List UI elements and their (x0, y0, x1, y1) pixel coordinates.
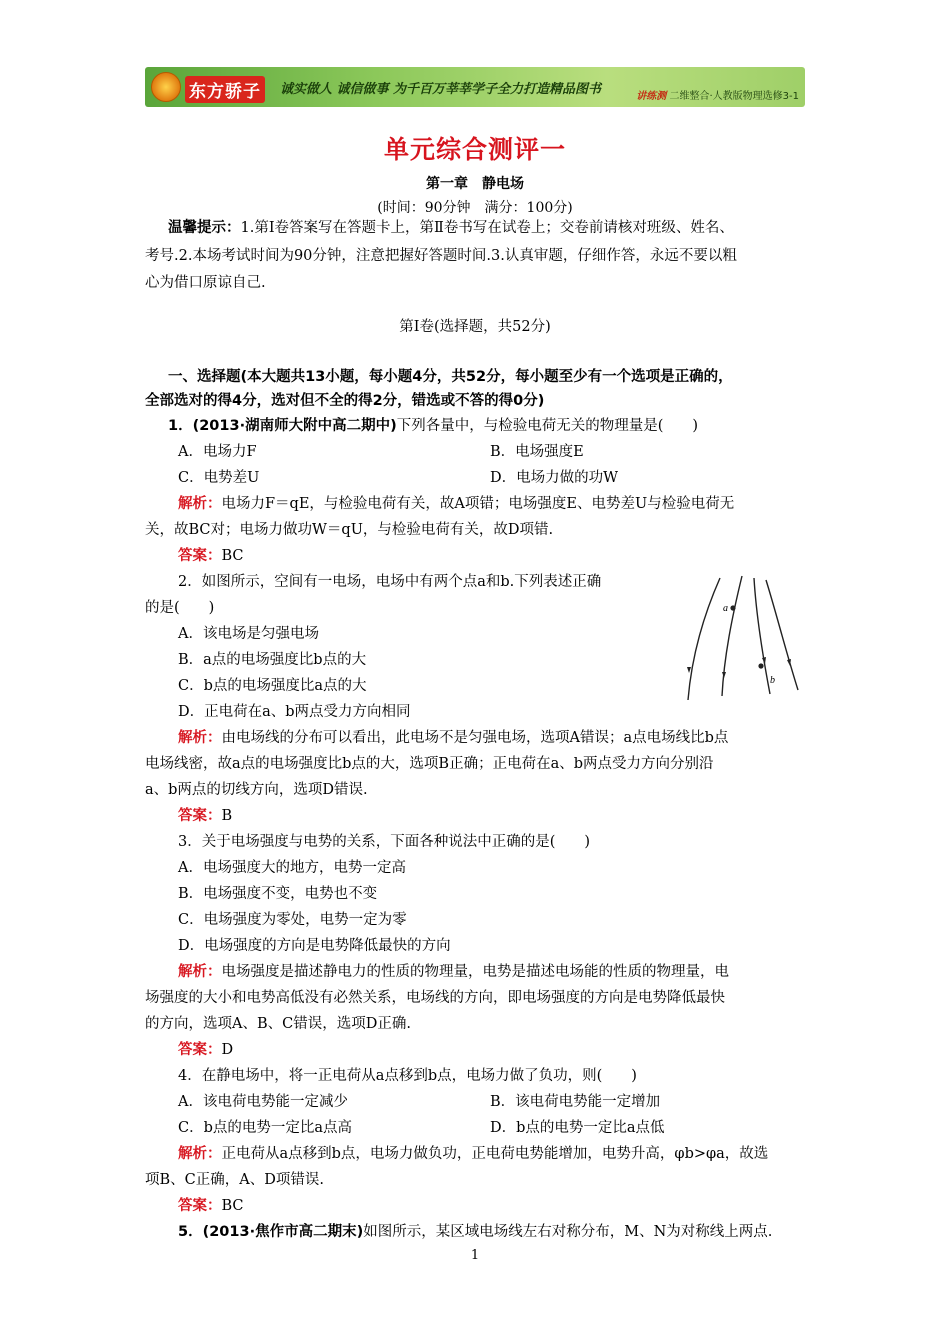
q3-option-a: A．电场强度大的地方，电势一定高 (178, 860, 406, 876)
arrow-2 (722, 672, 726, 678)
section-heading-2: 全部选对的得4分，选对但不全的得2分，错选或不答的得0分) (145, 393, 545, 409)
part-heading: 第Ⅰ卷(选择题，共52分) (399, 319, 551, 335)
q1-analysis-1: 解析：电场力F＝qE，与检验电荷有关，故A项错；电场强度E、电势差U与检验电荷无 (178, 496, 735, 512)
q1-answer: 答案：BC (178, 548, 244, 564)
q3-option-d: D．电场强度的方向是电势降低最快的方向 (178, 938, 451, 954)
q4-option-c: C．b点的电势一定比a点高 (178, 1120, 353, 1136)
q2-analysis-1: 解析：由电场线的分布可以看出，此电场不是匀强电场，选项A错误；a点电场线比b点 (178, 730, 729, 746)
header-banner (145, 67, 805, 107)
q1-option-c: C．电势差U (178, 470, 260, 486)
q5-stem: 5．(2013·焦作市高二期末)如图所示，某区域电场线左右对称分布，M、N为对称线上两点. (178, 1224, 773, 1240)
q4-analysis-1: 解析：正电荷从a点移到b点，电场力做负功，正电荷电势能增加，电势升高，φb>φa，故选 (178, 1146, 769, 1162)
q1-option-b: B．电场强度E (490, 444, 584, 460)
point-a-label: a (723, 603, 728, 614)
point-b-label: b (770, 675, 775, 686)
banner-series: 讲练测 二维整合·人教版物理选修3-1 (636, 91, 799, 102)
page-title: 单元综合测评一 (383, 135, 566, 164)
publisher-logo: 东方骄子 (185, 76, 265, 103)
q2-analysis-3: a、b两点的切线方向，选项D错误. (145, 782, 368, 798)
tips-line-1: 温馨提示：1.第Ⅰ卷答案写在答题卡上，第Ⅱ卷书写在试卷上；交卷前请核对班级、姓名、 (168, 220, 734, 236)
point-a (730, 605, 735, 610)
q4-analysis-2: 项B、C正确，A、D项错误. (145, 1172, 324, 1188)
point-b (758, 663, 763, 668)
q1-option-d: D．电场力做的功W (490, 470, 619, 486)
q4-option-b: B．该电荷电势能一定增加 (490, 1094, 661, 1110)
q4-option-d: D．b点的电势一定比a点低 (490, 1120, 665, 1136)
q1-option-a: A．电场力F (178, 444, 257, 460)
q2-option-d: D．正电荷在a、b两点受力方向相同 (178, 704, 411, 720)
page-number: 1 (470, 1248, 480, 1263)
field-line-3 (754, 578, 770, 694)
exam-meta: (时间：90分钟 满分：100分) (377, 200, 573, 216)
banner-slogan: 诚实做人 诚信做事 为千百万莘莘学子全力打造精品图书 (280, 82, 602, 97)
q3-answer: 答案：D (178, 1042, 234, 1058)
field-line-4 (766, 580, 798, 690)
q2-answer: 答案：B (178, 808, 233, 824)
q3-analysis-1: 解析：电场强度是描述静电力的性质的物理量，电势是描述电场能的性质的物理量，电 (178, 964, 729, 980)
q3-stem: 3．关于电场强度与电势的关系，下面各种说法中正确的是( ) (178, 834, 591, 850)
tips-line-2: 考号.2.本场考试时间为90分钟，注意把握好答题时间.3.认真审题，仔细作答，永远不要以粗 (145, 248, 737, 264)
q2-stem-1: 2．如图所示，空间有一电场，电场中有两个点a和b.下列表述正确 (178, 574, 602, 590)
q3-option-b: B．电场强度不变，电势也不变 (178, 886, 378, 902)
q2-option-c: C．b点的电场强度比a点的大 (178, 678, 367, 694)
arrow-1 (687, 667, 691, 673)
q3-analysis-2: 场强度的大小和电势高低没有必然关系，电场线的方向，即电场强度的方向是电势降低最快 (145, 990, 725, 1006)
field-lines-figure (680, 572, 815, 704)
chapter-subtitle: 第一章 静电场 (426, 176, 524, 192)
q4-option-a: A．该电荷电势能一定减少 (178, 1094, 348, 1110)
publisher-logo-icon (151, 72, 181, 102)
q2-option-a: A．该电场是匀强电场 (178, 626, 319, 642)
q2-analysis-2: 电场线密，故a点的电场强度比b点的大，选项B正确；正电荷在a、b两点受力方向分别沿 (145, 756, 714, 772)
q3-option-c: C．电场强度为零处，电势一定为零 (178, 912, 407, 928)
q2-stem-2: 的是( ) (145, 600, 215, 616)
q3-analysis-3: 的方向，选项A、B、C错误，选项D正确. (145, 1016, 411, 1032)
q1-analysis-2: 关，故BC对；电场力做功W＝qU，与检验电荷有关，故D项错. (145, 522, 554, 538)
q1-stem: 1．(2013·湖南师大附中高二期中)下列各量中，与检验电荷无关的物理量是( ) (168, 418, 699, 434)
q4-stem: 4．在静电场中，将一正电荷从a点移到b点，电场力做了负功，则( ) (178, 1068, 637, 1084)
q4-answer: 答案：BC (178, 1198, 244, 1214)
section-heading-1: 一、选择题(本大题共13小题，每小题4分，共52分，每小题至少有一个选项是正确的， (168, 369, 733, 385)
q2-option-b: B．a点的电场强度比b点的大 (178, 652, 367, 668)
field-line-1 (688, 578, 720, 700)
field-line-2 (722, 576, 742, 696)
tips-line-3: 心为借口原谅自己. (145, 275, 266, 291)
